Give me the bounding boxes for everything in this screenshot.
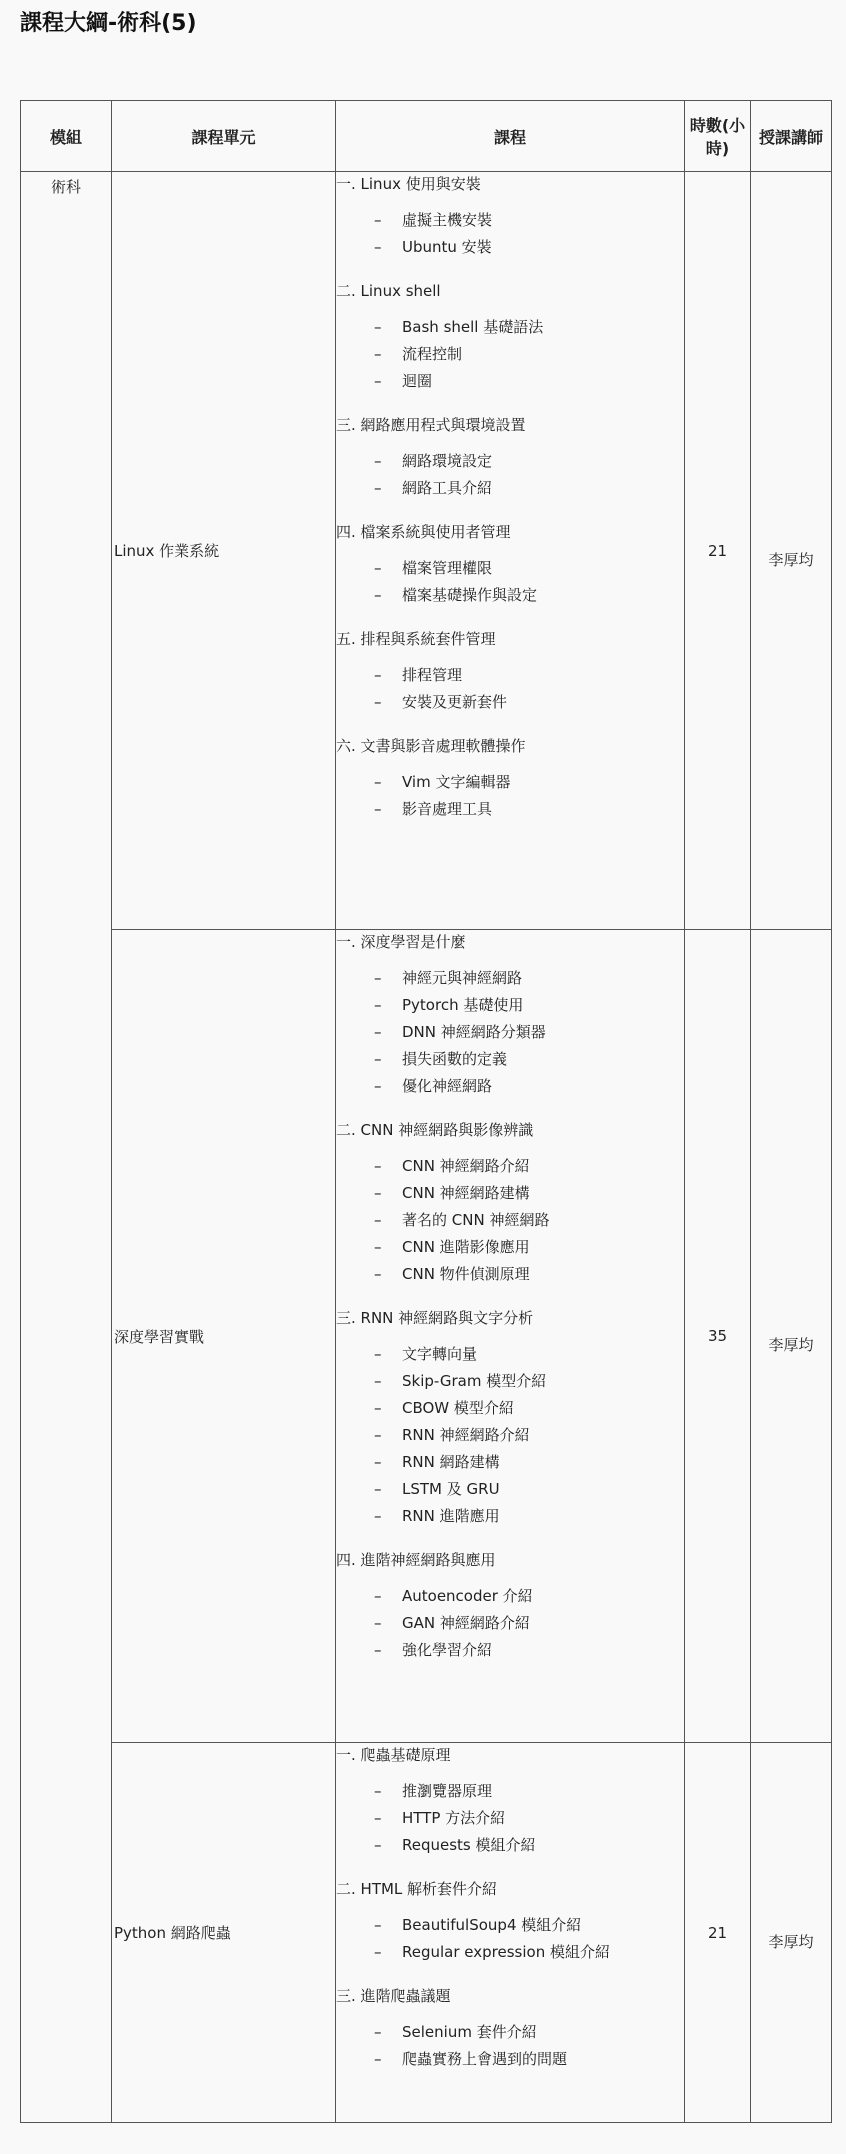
topic-text: 神經元與神經網路	[402, 969, 523, 987]
topic-text: 排程管理	[402, 666, 463, 684]
topic-text: Bash shell 基礎語法	[402, 318, 544, 336]
dash-bullet-icon: –	[374, 1943, 382, 1961]
header-teacher: 授課講師	[751, 101, 832, 172]
dash-bullet-icon: –	[374, 211, 382, 229]
list-item	[336, 1234, 684, 1261]
topic-list	[336, 2019, 684, 2073]
dash-bullet-icon: –	[374, 586, 382, 604]
header-course: 課程	[336, 101, 685, 172]
section-title: 一. Linux 使用與安裝	[336, 175, 481, 193]
topic-list	[336, 555, 684, 609]
topic-text: 虛擬主機安裝	[402, 211, 493, 229]
dash-bullet-icon: –	[374, 773, 382, 791]
list-item	[336, 769, 684, 796]
dash-bullet-icon: –	[374, 1641, 382, 1659]
dash-bullet-icon: –	[374, 1238, 382, 1256]
table-row	[21, 172, 832, 930]
topic-text: CBOW 模型介紹	[402, 1399, 514, 1417]
list-item	[336, 1368, 684, 1395]
list-item	[336, 1207, 684, 1234]
section-title: 五. 排程與系統套件管理	[336, 630, 496, 648]
topic-text: CNN 神經網路介紹	[402, 1157, 530, 1175]
dash-bullet-icon: –	[374, 996, 382, 1014]
table-header-row	[21, 101, 832, 172]
dash-bullet-icon: –	[374, 800, 382, 818]
section-title: 六. 文書與影音處理軟體操作	[336, 737, 526, 755]
list-item	[336, 1912, 684, 1939]
list-item	[336, 1046, 684, 1073]
dash-bullet-icon: –	[374, 1480, 382, 1498]
list-item	[336, 341, 684, 368]
list-item	[336, 662, 684, 689]
topic-list	[336, 1778, 684, 1859]
topic-text: DNN 神經網路分類器	[402, 1023, 546, 1041]
dash-bullet-icon: –	[374, 1809, 382, 1827]
unit-cell: Linux 作業系統	[112, 172, 336, 930]
topic-list	[336, 448, 684, 502]
topic-list	[336, 769, 684, 823]
list-item	[336, 796, 684, 823]
list-item	[336, 475, 684, 502]
list-item	[336, 1422, 684, 1449]
section-title: 二. CNN 神經網路與影像辨識	[336, 1121, 534, 1139]
dash-bullet-icon: –	[374, 479, 382, 497]
dash-bullet-icon: –	[374, 1453, 382, 1471]
list-item	[336, 1778, 684, 1805]
dash-bullet-icon: –	[374, 1507, 382, 1525]
list-item	[336, 234, 684, 261]
list-item	[336, 1939, 684, 1966]
list-item	[336, 1395, 684, 1422]
list-item	[336, 1073, 684, 1100]
dash-bullet-icon: –	[374, 1157, 382, 1175]
list-item	[336, 2019, 684, 2046]
list-item	[336, 1261, 684, 1288]
dash-bullet-icon: –	[374, 1372, 382, 1390]
dash-bullet-icon: –	[374, 1587, 382, 1605]
course-section	[336, 932, 684, 1100]
topic-text: CNN 神經網路建構	[402, 1184, 530, 1202]
list-item	[336, 1449, 684, 1476]
list-item	[336, 992, 684, 1019]
list-item	[336, 555, 684, 582]
topic-text: 文字轉向量	[402, 1345, 478, 1363]
table-row	[21, 1743, 832, 2123]
topic-text: 迴圈	[402, 372, 433, 390]
topic-text: LSTM 及 GRU	[402, 1480, 500, 1498]
topic-text: Regular expression 模組介紹	[402, 1943, 610, 1961]
topic-text: Ubuntu 安裝	[402, 238, 492, 256]
course-section	[336, 629, 684, 716]
dash-bullet-icon: –	[374, 666, 382, 684]
list-item	[336, 1019, 684, 1046]
list-item	[336, 1637, 684, 1664]
topic-text: 檔案基礎操作與設定	[402, 586, 538, 604]
topic-text: RNN 網路建構	[402, 1453, 500, 1471]
list-item	[336, 689, 684, 716]
course-section	[336, 1879, 684, 1966]
list-item	[336, 1583, 684, 1610]
list-item	[336, 1153, 684, 1180]
section-title: 一. 爬蟲基礎原理	[336, 1746, 451, 1764]
list-item	[336, 1476, 684, 1503]
course-section	[336, 1745, 684, 1859]
dash-bullet-icon: –	[374, 693, 382, 711]
course-section	[336, 415, 684, 502]
dash-bullet-icon: –	[374, 452, 382, 470]
unit-cell: Python 網路爬蟲	[112, 1743, 336, 2123]
dash-bullet-icon: –	[374, 345, 382, 363]
topic-list	[336, 1583, 684, 1664]
topic-text: 強化學習介紹	[402, 1641, 493, 1659]
course-section	[336, 1986, 684, 2073]
section-title: 三. 進階爬蟲議題	[336, 1987, 451, 2005]
list-item	[336, 582, 684, 609]
hours-cell: 35	[685, 930, 751, 1743]
topic-text: 著名的 CNN 神經網路	[402, 1211, 550, 1229]
dash-bullet-icon: –	[374, 1077, 382, 1095]
course-section	[336, 736, 684, 823]
course-section	[336, 174, 684, 261]
table-body	[21, 172, 832, 2123]
topic-text: Skip-Gram 模型介紹	[402, 1372, 547, 1390]
topic-text: 流程控制	[402, 345, 463, 363]
topic-text: RNN 神經網路介紹	[402, 1426, 530, 1444]
topic-list	[336, 662, 684, 716]
section-title: 二. Linux shell	[336, 282, 441, 300]
teacher-cell: 李厚均	[751, 172, 832, 930]
header-unit: 課程單元	[112, 101, 336, 172]
course-cell	[336, 1743, 685, 2123]
list-item	[336, 1805, 684, 1832]
list-item	[336, 1503, 684, 1530]
topic-text: HTTP 方法介紹	[402, 1809, 506, 1827]
course-section	[336, 522, 684, 609]
topic-list	[336, 1153, 684, 1288]
topic-text: Vim 文字編輯器	[402, 773, 511, 791]
topic-text: CNN 進階影像應用	[402, 1238, 530, 1256]
topic-text: Pytorch 基礎使用	[402, 996, 524, 1014]
dash-bullet-icon: –	[374, 1211, 382, 1229]
dash-bullet-icon: –	[374, 1916, 382, 1934]
section-title: 一. 深度學習是什麼	[336, 933, 466, 951]
syllabus-table	[20, 100, 832, 2123]
topic-text: Selenium 套件介紹	[402, 2023, 537, 2041]
list-item	[336, 314, 684, 341]
list-item	[336, 1180, 684, 1207]
course-section	[336, 1308, 684, 1530]
list-item	[336, 1610, 684, 1637]
header-hours: 時數(小時)	[685, 101, 751, 172]
section-title: 四. 進階神經網路與應用	[336, 1551, 496, 1569]
topic-text: 網路工具介紹	[402, 479, 493, 497]
topic-text: 網路環境設定	[402, 452, 493, 470]
dash-bullet-icon: –	[374, 2023, 382, 2041]
dash-bullet-icon: –	[374, 1836, 382, 1854]
dash-bullet-icon: –	[374, 559, 382, 577]
topic-text: 檔案管理權限	[402, 559, 493, 577]
dash-bullet-icon: –	[374, 1614, 382, 1632]
header-module: 模組	[21, 101, 112, 172]
course-cell	[336, 172, 685, 930]
page-title: 課程大綱-術科(5)	[20, 11, 197, 36]
topic-text: RNN 進階應用	[402, 1507, 500, 1525]
topic-text: 推瀏覽器原理	[402, 1782, 493, 1800]
dash-bullet-icon: –	[374, 372, 382, 390]
dash-bullet-icon: –	[374, 1050, 382, 1068]
course-cell	[336, 930, 685, 1743]
topic-text: 安裝及更新套件	[402, 693, 508, 711]
dash-bullet-icon: –	[374, 238, 382, 256]
topic-text: CNN 物件偵測原理	[402, 1265, 530, 1283]
list-item	[336, 448, 684, 475]
topic-text: Requests 模組介紹	[402, 1836, 536, 1854]
section-title: 四. 檔案系統與使用者管理	[336, 523, 511, 541]
dash-bullet-icon: –	[374, 969, 382, 987]
list-item	[336, 1341, 684, 1368]
topic-list	[336, 1912, 684, 1966]
topic-text: Autoencoder 介紹	[402, 1587, 533, 1605]
teacher-cell: 李厚均	[751, 1743, 832, 2123]
dash-bullet-icon: –	[374, 1399, 382, 1417]
list-item	[336, 207, 684, 234]
module-cell: 術科	[21, 172, 112, 2123]
section-title: 三. 網路應用程式與環境設置	[336, 416, 526, 434]
list-item	[336, 965, 684, 992]
dash-bullet-icon: –	[374, 2050, 382, 2068]
dash-bullet-icon: –	[374, 318, 382, 336]
topic-text: 影音處理工具	[402, 800, 493, 818]
topic-text: BeautifulSoup4 模組介紹	[402, 1916, 582, 1934]
topic-text: GAN 神經網路介紹	[402, 1614, 530, 1632]
dash-bullet-icon: –	[374, 1426, 382, 1444]
teacher-cell: 李厚均	[751, 930, 832, 1743]
hours-cell: 21	[685, 172, 751, 930]
course-section	[336, 1550, 684, 1664]
dash-bullet-icon: –	[374, 1345, 382, 1363]
topic-list	[336, 965, 684, 1100]
topic-text: 爬蟲實務上會遇到的問題	[402, 2050, 568, 2068]
dash-bullet-icon: –	[374, 1265, 382, 1283]
list-item	[336, 2046, 684, 2073]
course-section	[336, 281, 684, 395]
list-item	[336, 368, 684, 395]
dash-bullet-icon: –	[374, 1184, 382, 1202]
table-row	[21, 930, 832, 1743]
list-item	[336, 1832, 684, 1859]
section-title: 三. RNN 神經網路與文字分析	[336, 1309, 534, 1327]
unit-cell: 深度學習實戰	[112, 930, 336, 1743]
topic-list	[336, 207, 684, 261]
topic-text: 優化神經網路	[402, 1077, 493, 1095]
hours-cell: 21	[685, 1743, 751, 2123]
topic-list	[336, 314, 684, 395]
dash-bullet-icon: –	[374, 1023, 382, 1041]
topic-text: 損失函數的定義	[402, 1050, 508, 1068]
topic-list	[336, 1341, 684, 1530]
section-title: 二. HTML 解析套件介紹	[336, 1880, 498, 1898]
dash-bullet-icon: –	[374, 1782, 382, 1800]
course-section	[336, 1120, 684, 1288]
